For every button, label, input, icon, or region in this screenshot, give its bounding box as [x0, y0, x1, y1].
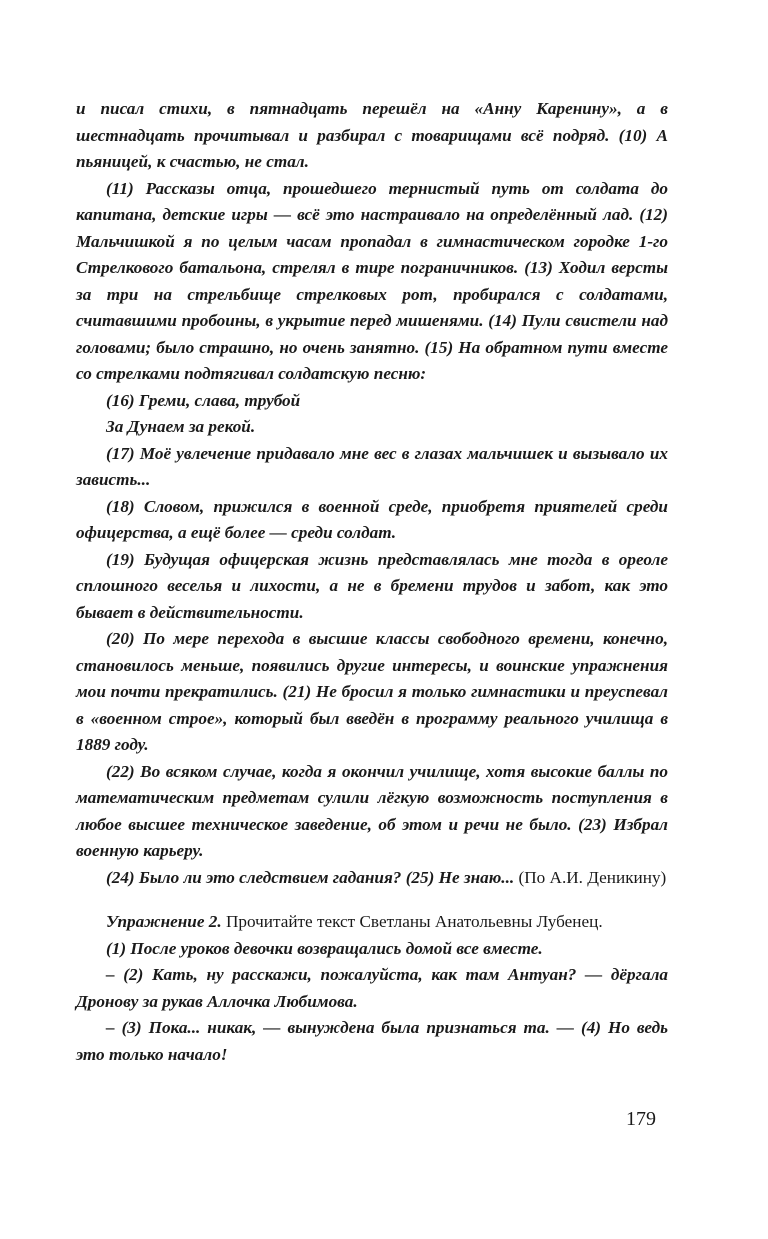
poem-line-1: (16) Греми, слава, трубой [106, 390, 301, 410]
paragraph-2: (11) Рассказы отца, прошедшего тернистый путь от солдата до капитана, детские игры — всё это настраивало на определённый лад. (12) Мальчишкой я по целым часам пропадал в гимнастическом городке 1-го Стрелкового батальона, стрелял в тире пограничников. (13) Ходил версты за три на стрельбище стрелковых рот, пробирался с солдатами, считавшими пробоины, в укрытие перед мишенями. (14) Пули свистели над головами; было страшно, но очень занятно. (15) На обратном пути вместе со стрелками подтягивал солдатскую песню: [76, 178, 668, 383]
closing-paragraph [76, 865, 668, 892]
exercise-block [76, 909, 668, 1068]
closing-question: (24) Было ли это следствием гадания? (25) Не знаю... [106, 867, 515, 887]
exercise-line-3: – (3) Пока... никак, — вынуждена была признаться та. — (4) Но ведь это только начало! [76, 1018, 668, 1064]
page-number: 179 [626, 1108, 656, 1130]
paragraph-18: (18) Словом, прижился в военной среде, приобретя приятелей среди офицерства, а ещё более — среди солдат. [76, 496, 668, 542]
paragraph-22: (22) Во всяком случае, когда я окончил училище, хотя высокие баллы по математическим предметам сулили лёгкую возможность поступления в любое высшее техническое заведение, об этом и речи не было. (23) Избрал военную карьеру. [76, 761, 668, 860]
paragraph-20: (20) По мере перехода в высшие классы свободного времени, конечно, становилось меньше, появились другие интересы, и воинские упражнения мои почти прекратились. (21) Не бросил я только гимнастики и преуспевал в «военном строе», который был введён в программу реального училища в 1889 году. [76, 629, 668, 754]
exercise-title: Упражнение 2. [106, 912, 222, 931]
exercise-intro: Прочитайте текст Светланы Анатольевны Лубенец. [221, 912, 603, 931]
exercise-heading [76, 909, 668, 936]
paragraph-17: (17) Моё увлечение придавало мне вес в глазах мальчишек и вызывало их зависть... [76, 443, 668, 489]
exercise-line-1: (1) После уроков девочки возвращались домой все вместе. [106, 938, 543, 958]
paragraph-1: и писал стихи, в пятнадцать перешёл на «Анну Каренину», а в шестнадцать прочитывал и разбирал с товарищами всё подряд. (10) А пьяницей, к счастью, не стал. [76, 99, 668, 171]
paragraph-19: (19) Будущая офицерская жизнь представлялась мне тогда в ореоле сплошного веселья и лихости, а не в бремени трудов и забот, как это бывает в действительности. [76, 549, 668, 622]
poem-line-2: За Дунаем за рекой. [106, 417, 256, 436]
exercise-line-2: – (2) Кать, ну расскажи, пожалуйста, как там Антуан? — дёргала Дронову за рукав Аллочка Любимова. [76, 965, 668, 1011]
page-body [76, 96, 668, 1068]
source-attribution: (По А.И. Деникину) [514, 867, 667, 887]
